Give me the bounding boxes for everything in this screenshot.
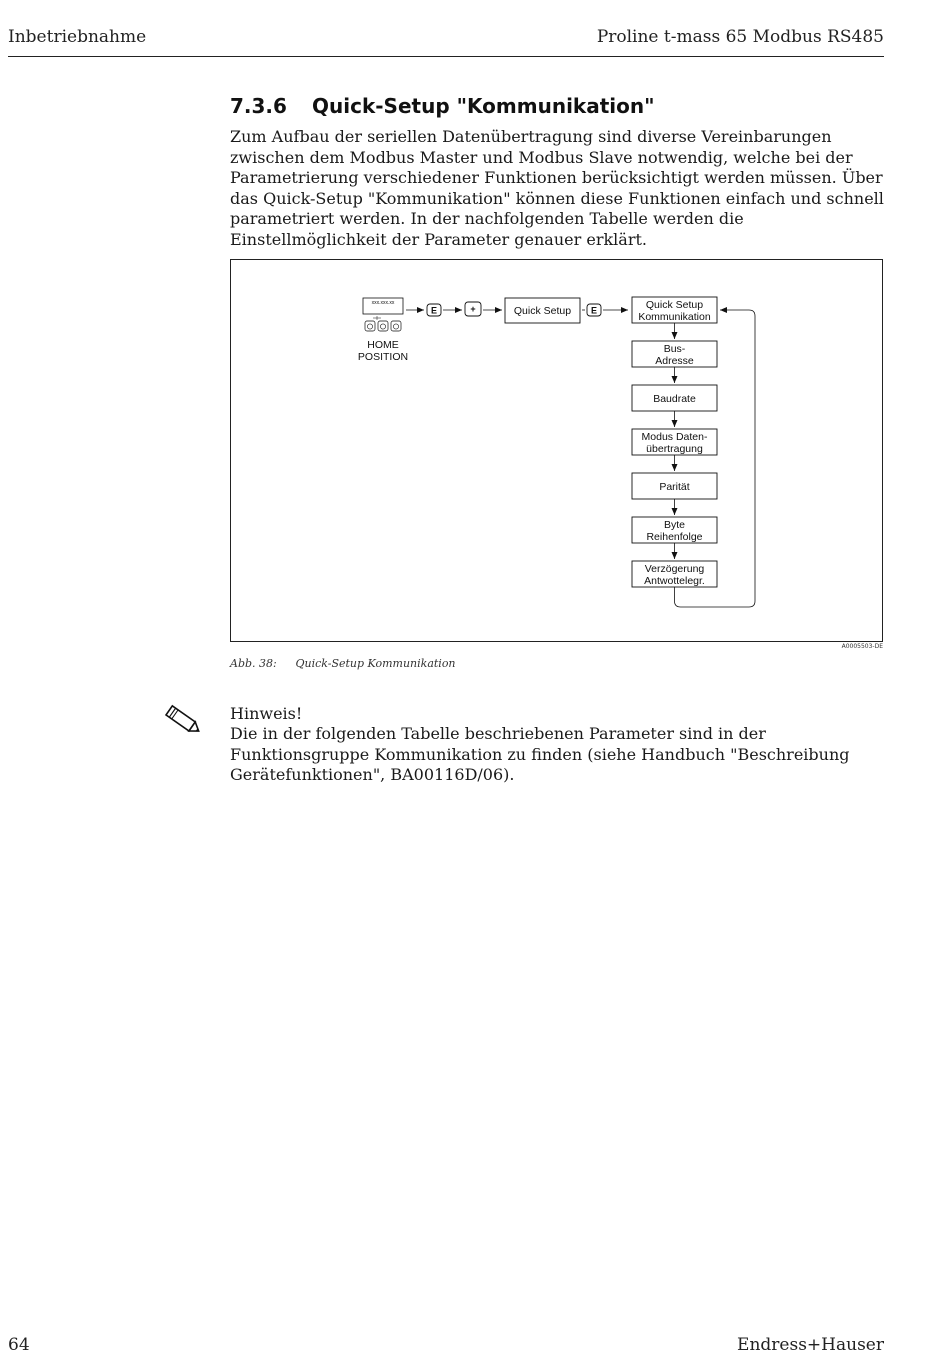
pencil-icon	[160, 700, 204, 740]
running-header-product: Proline t-mass 65 Modbus RS485	[596, 27, 884, 47]
intro-paragraph: Zum Aufbau der seriellen Datenübertragung sind diverse Vereinbarungen zwischen dem Modbus Master und Modbus Slave notwendig, welche bei der Parametrierung verschiedener Funktionen berücksichtigt werden müssen. Über das Quick-Setup "Kommunikation" können diese Funktionen einfach und schnell parametriert werden. In der nachfolgenden Tabelle werden die Einstellmöglichkeit der Parameter genauer erklärt.	[230, 127, 884, 249]
flow-step-1	[632, 341, 717, 367]
flow-step-4	[632, 473, 717, 499]
home-label-line1: HOME	[367, 339, 399, 351]
section-heading	[230, 94, 655, 118]
figure-caption	[230, 657, 456, 670]
svg-text:Byte: Byte	[663, 519, 686, 531]
home-label-line2: POSITION	[357, 351, 409, 363]
note-body: Die in der folgenden Tabelle beschriebenen Parameter sind in der Funktionsgruppe Kommunikation zu finden (siehe Handbuch "Beschreibung Gerätefunktionen", BA00116D/06).	[230, 724, 850, 784]
plus-key-icon	[465, 302, 481, 316]
svg-text:+: +	[470, 304, 476, 314]
operating-keys-icon	[365, 321, 401, 331]
flow-step-0	[632, 297, 717, 323]
svg-text:Modus Daten-: Modus Daten-	[641, 431, 708, 443]
svg-text:Quick Setup: Quick Setup	[645, 299, 704, 311]
svg-text:E: E	[590, 305, 598, 316]
flow-step-6	[632, 561, 717, 587]
running-header-section: Inbetriebnahme	[8, 27, 147, 47]
svg-text:Reihenfolge: Reihenfolge	[646, 531, 703, 543]
flow-step-3	[632, 429, 717, 455]
flow-step-5	[632, 517, 717, 543]
svg-text:Quick Setup: Quick Setup	[513, 305, 572, 317]
device-display	[358, 298, 408, 363]
display-text: xxx.xxx.xx	[371, 300, 395, 306]
caption-number: Abb. 38:	[230, 657, 277, 670]
svg-text:Antwottelegr.: Antwottelegr.	[644, 575, 705, 587]
page-number: 64	[8, 1335, 30, 1355]
svg-text:Bus-: Bus-	[663, 343, 686, 355]
section-number: 7.3.6	[230, 94, 287, 118]
note-title: Hinweis!	[230, 704, 303, 723]
caption-text: Quick-Setup Kommunikation	[295, 657, 456, 670]
svg-text:Adresse: Adresse	[655, 355, 694, 367]
quick-setup-flow-diagram	[231, 260, 884, 643]
flow-step-2	[632, 385, 717, 411]
svg-text:E: E	[430, 305, 438, 316]
brand-name: Endress+Hauser	[737, 1335, 884, 1355]
figure-id: A0005503-DE	[841, 643, 883, 650]
svg-text:Verzögerung: Verzögerung	[644, 563, 705, 575]
svg-text:Parität: Parität	[659, 481, 690, 493]
svg-text:Kommunikation: Kommunikation	[638, 311, 711, 323]
svg-text:Baudrate: Baudrate	[653, 393, 696, 405]
enter-key-icon	[587, 304, 601, 316]
section-title: Quick-Setup "Kommunikation"	[312, 94, 655, 118]
svg-text:übertragung: übertragung	[646, 443, 703, 455]
enter-key-icon	[427, 304, 441, 316]
figure-frame	[230, 259, 883, 642]
quick-setup-box	[505, 298, 580, 323]
header-divider	[8, 56, 884, 57]
